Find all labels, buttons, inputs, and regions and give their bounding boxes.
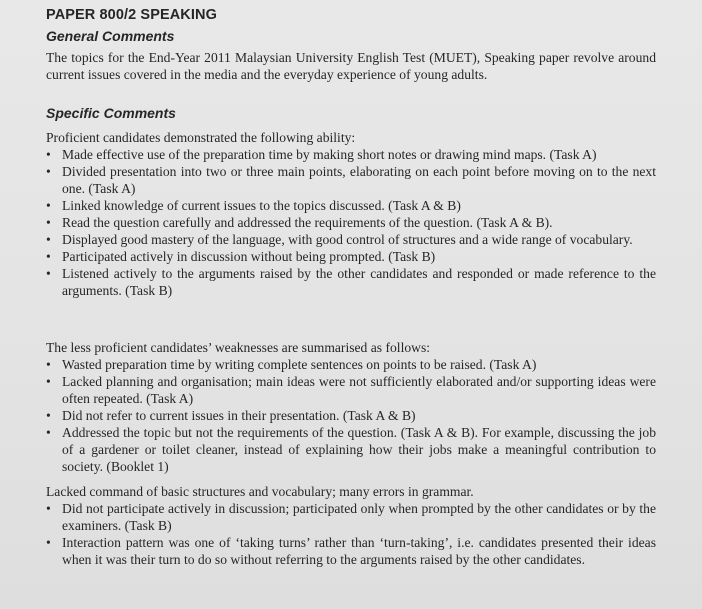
list-item-text: Lacked planning and organisation; main ideas were not sufficiently elaborated and/or supporting ideas were often repeated. (Task A) xyxy=(62,374,656,406)
bullet-icon: • xyxy=(46,501,51,516)
list-item xyxy=(46,424,656,475)
list-item-text: Interaction pattern was one of ‘taking turns’ rather than ‘turn-taking’, i.e. candidates presented their ideas when it was their turn to do so without referring to the arguments raised by the other candidates. xyxy=(62,535,656,567)
bullet-icon: • xyxy=(46,408,51,423)
general-comments-heading: General Comments xyxy=(46,28,175,44)
proficient-intro: Proficient candidates demonstrated the following ability: xyxy=(46,130,356,145)
list-item-text: Divided presentation into two or three main points, elaborating on each point before moving on to the next one. (Task A) xyxy=(62,164,656,196)
bullet-icon: • xyxy=(46,164,51,179)
bullet-icon: • xyxy=(46,374,51,389)
bullet-icon: • xyxy=(46,266,51,281)
lacked-command-intro: Lacked command of basic structures and vocabulary; many errors in grammar. xyxy=(46,484,474,499)
bullet-icon: • xyxy=(46,147,51,162)
list-item xyxy=(46,356,656,373)
paper-title: PAPER 800/2 SPEAKING xyxy=(46,7,217,23)
list-item xyxy=(46,163,656,197)
list-item-text: Read the question carefully and addressed the requirements of the question. (Task A & B). xyxy=(62,215,553,230)
general-comments-text: The topics for the End-Year 2011 Malaysian University English Test (MUET), Speaking paper revolve around current issues covered in the media and the everyday experience of young adults. xyxy=(46,50,656,82)
list-item-text: Displayed good mastery of the language, with good control of structures and a wide range of vocabulary. xyxy=(62,232,633,247)
bullet-icon: • xyxy=(46,215,51,230)
list-item xyxy=(46,248,656,265)
list-item-text: Participated actively in discussion without being prompted. (Task B) xyxy=(62,249,436,264)
proficient-list xyxy=(46,146,656,299)
less-proficient-list xyxy=(46,356,656,475)
list-item-text: Did not participate actively in discussion; participated only when prompted by the other candidates or by the examiners. (Task B) xyxy=(62,501,656,533)
list-item xyxy=(46,534,656,568)
list-item-text: Addressed the topic but not the requirements of the question. (Task A & B). For example, discussing the job of a gardener or toilet cleaner, instead of explaining how their jobs make a meaningful contribution to society. (Booklet 1) xyxy=(62,425,656,474)
bullet-icon: • xyxy=(46,357,51,372)
bullet-icon: • xyxy=(46,232,51,247)
bullet-icon: • xyxy=(46,198,51,213)
list-item xyxy=(46,197,656,214)
list-item-text: Listened actively to the arguments raised by the other candidates and responded or made reference to the arguments. (Task B) xyxy=(62,266,656,298)
bullet-icon: • xyxy=(46,425,51,440)
less-proficient-intro: The less proficient candidates’ weaknesses are summarised as follows: xyxy=(46,340,431,355)
list-item-text: Wasted preparation time by writing complete sentences on points to be raised. (Task A) xyxy=(62,357,537,372)
bullet-icon: • xyxy=(46,249,51,264)
list-item xyxy=(46,373,656,407)
list-item xyxy=(46,407,656,424)
list-item xyxy=(46,500,656,534)
specific-comments-heading: Specific Comments xyxy=(46,105,176,121)
list-item xyxy=(46,146,656,163)
list-item-text: Made effective use of the preparation time by making short notes or drawing mind maps. (Task A) xyxy=(62,147,597,162)
lacked-command-list xyxy=(46,500,656,568)
bullet-icon: • xyxy=(46,535,51,550)
list-item xyxy=(46,231,656,248)
list-item xyxy=(46,214,656,231)
list-item-text: Linked knowledge of current issues to the topics discussed. (Task A & B) xyxy=(62,198,461,213)
list-item xyxy=(46,265,656,299)
list-item-text: Did not refer to current issues in their presentation. (Task A & B) xyxy=(62,408,416,423)
